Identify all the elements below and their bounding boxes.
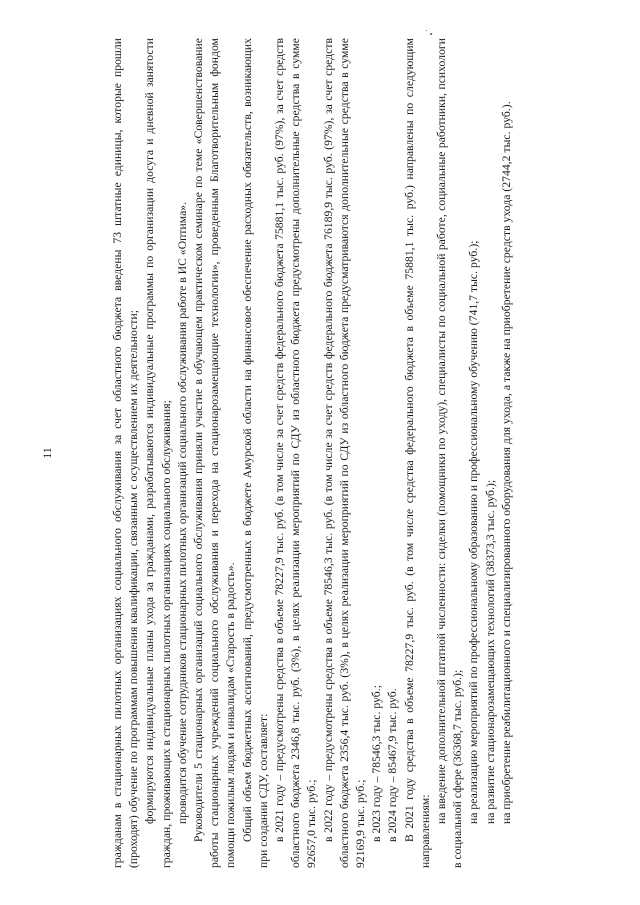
scan-speck [426,30,427,31]
paragraph: в 2021 году – предусмотрены средства в объеме 78227,9 тыс. руб. (в том числе за счет средств федерального бюджета 75881,1 тыс. руб. (97%), за счет средств областного бюджета 2346,8 тыс. руб. (3%), в целях реализации мероприятий по СДУ из областного бюджета предусмотрены дополнительные средства в сумме 92657,0 тыс. руб.; [273,37,319,868]
paragraph: на развитие стационарозамещающих технологий (38373,3 тыс. руб.); [483,479,497,824]
paragraph: на реализацию мероприятий по профессиональному образованию и профессиональному обучению (741,7 тыс. руб.); [467,240,481,824]
paragraph: проводится обучение сотрудников стационарных пилотных организаций социального обслуживания работе в ИС «Оптима». [175,201,189,824]
paragraph: В 2021 году средства в объеме 78227,9 тыс. руб. (в том числе средства федерального бюджета в объеме 75881,1 тыс. руб.) направлены по следующим направлениям: [402,37,432,868]
page-number: 11 [40,446,54,459]
paragraph: в 2022 году – предусмотрены средства в объеме 78546,3 тыс. руб. (в том числе за счет средств федерального бюджета 76189,9 тыс. руб. (97%), за счет средств областного бюджета 2356,4 тыс. руб. (3%), в целях реализации мероприятий по СДУ из областного бюджета предусматриваются дополнительные средства в сумме 92169,9 тыс. руб.; [321,37,368,868]
paragraph: в 2023 году – 78546,3 тыс. руб.; [370,684,384,842]
paragraph: гражданам в стационарных пилотных организациях социального обслуживания за счет областного бюджета введены 73 штатные единицы, которые прошли (проходят) обучение по программам повышения квалификации, связанным с осуществлением их деятельности; [111,37,141,868]
document-body [110,38,515,868]
paragraph: в 2024 году – 85467,9 тыс. руб. [386,687,400,842]
paragraph: Общий объем бюджетных ассигнований, предусмотренных в бюджете Амурской области на финансовое обеспечение расходных обязательств, возникающих при создании СДУ, составляет: [240,37,270,868]
paragraph: Руководители 5 стационарных организаций социального обслуживания приняли участие в обучающем практическом семинаре по теме «Совершенствование работы стационарных учреждений социального обслуживания и перехода на стационарозамещающие технологии», проведенным Благотворительным фондом помощи пожилым людям и инвалидам «Старость в радость». [192,37,238,868]
paragraph: на введение дополнительной штатной численности: сиделки (помощники по уходу), специалисты по социальной работе, социальные работники, психологи в социальной сфере (36368,7 тыс. руб.); [435,37,465,868]
paragraph: формируются индивидуальные планы ухода за гражданами, разрабатываются индивидуальные программы по организации досуга и дневной занятости граждан, проживающих в стационарных пилотных организациях социального обслуживания; [143,37,173,868]
scan-speck [430,33,432,35]
paragraph: на приобретение реабилитационного и специализированного оборудования для ухода, а также на приобретение средств ухода (2744,2 тыс. руб.). [499,100,513,824]
rotated-page-content [40,38,600,868]
